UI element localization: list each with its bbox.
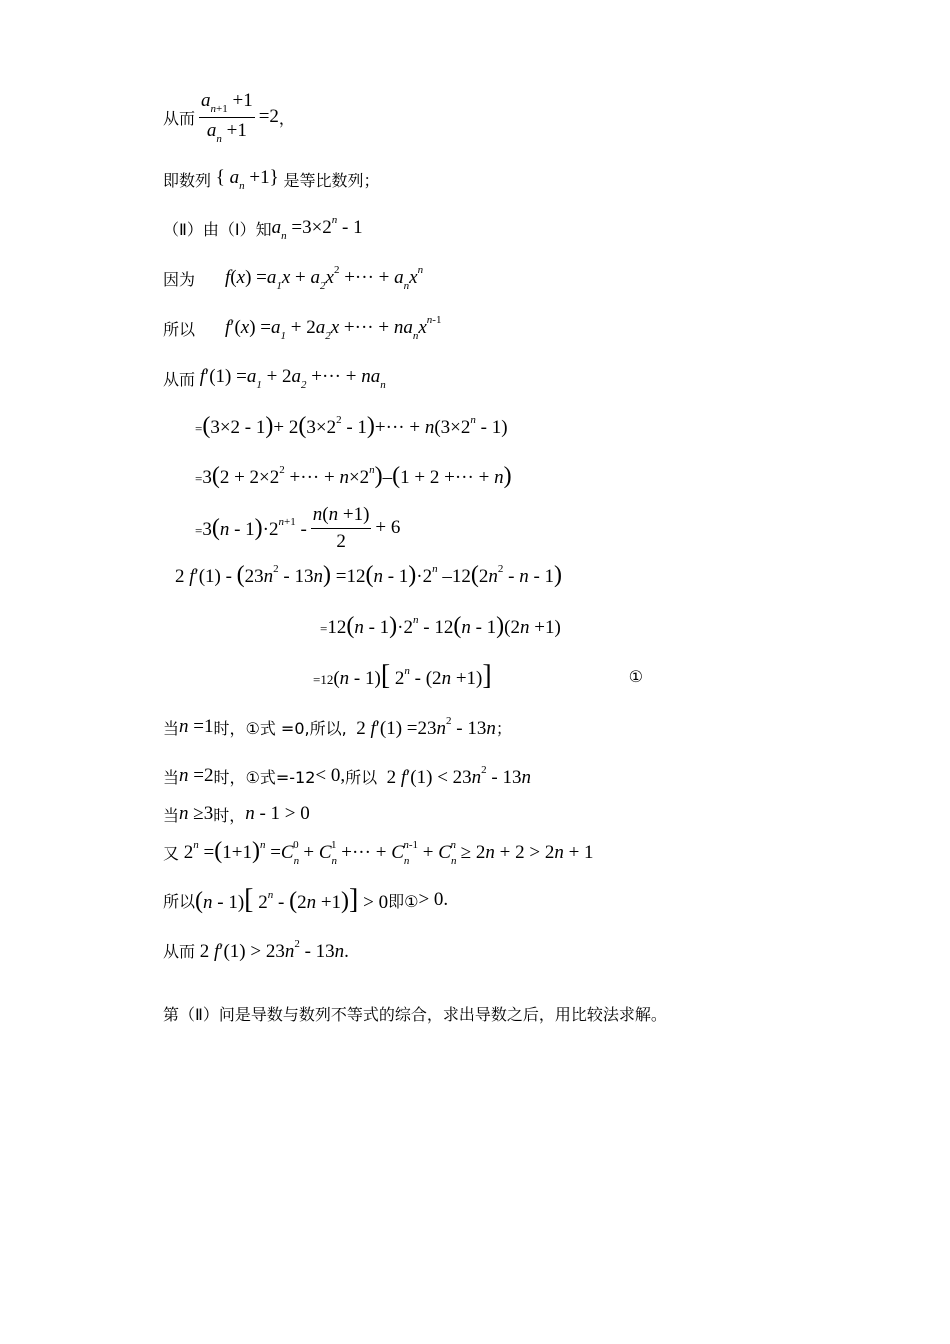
formula: $a_n =3\times 2^n - 1$: [271, 214, 363, 242]
fraction: $\frac{a_{n+1} +1}{a_n +1}$: [201, 89, 253, 145]
text: 从而: [163, 108, 196, 128]
line-f1: [163, 358, 386, 398]
line-f-def: [163, 258, 423, 298]
text: 时，①式=-12: [213, 767, 316, 787]
formula: (n - 1)[ 2$^n$ - (2n +1)] > 0: [195, 884, 389, 915]
formula: 2 $f'(1) =23n^2 - 13n$: [346, 714, 496, 739]
line-expansion-2: [195, 456, 512, 496]
text: 是等比数列；: [283, 170, 380, 190]
line-difference: [175, 555, 562, 595]
text: 时，①式 =0,: [213, 718, 310, 738]
formula: n =1: [179, 716, 214, 737]
text: 又: [163, 843, 180, 863]
line-note: [163, 993, 667, 1033]
line-conclusion-1: [163, 880, 448, 920]
formula: > 0.: [418, 889, 449, 910]
line-an-formula: [163, 208, 363, 248]
fraction: $\frac{n(n +1)}{2}$: [312, 503, 370, 552]
text: 从而: [163, 369, 196, 389]
formula: $=3(2 + 2\times 2^2$ +··· + $n\times 2^n)-(1 + 2$ +··· + n): [195, 462, 512, 489]
comment-text: 第（Ⅱ）问是导数与数列不等式的综合，求出导数之后，用比较法求解。: [163, 1004, 667, 1024]
formula: $=3(n - 1)\cdot 2^{n+1}$ -: [195, 514, 307, 541]
text: 所以,: [309, 718, 347, 738]
formula: $f'(1) =a_1 + 2a_2$ +··· + $na_n$: [199, 365, 386, 391]
line-difference-3: [313, 656, 643, 696]
formula: $=12(n - 1)\cdot 2^n - 12(n - 1)(2n +1)$: [320, 612, 561, 639]
text: 所以: [163, 891, 196, 911]
line-expansion-1: [195, 406, 508, 446]
text: ，: [278, 108, 295, 128]
formula: 2 $f'(1) - (23n^2 - 13n) =12(n - 1)\cdot 2^n$ $-12(2n^2$ - n - 1): [175, 561, 563, 588]
formula: n ≥3: [179, 803, 214, 824]
text: 即数列: [163, 170, 212, 190]
line-case-n1: [163, 707, 512, 747]
formula: $2^n =(1+1)^n =C_n^0 + C_n^1$ +··· + $C_n^{n-1} + C_n^n \ge 2n + 2 > 2n + 1$: [179, 837, 594, 867]
formula: < 0,: [315, 765, 346, 786]
line-case-n3: [163, 794, 310, 834]
formula: n - 1 > 0: [245, 803, 310, 824]
equation-marker: ①: [628, 666, 643, 686]
text: 因为: [163, 269, 196, 289]
formula: $f(x) =a_1x + a_2x^2$ +··· + $a_nx^n$: [225, 264, 424, 292]
line-geometric: [163, 159, 380, 199]
formula: n =2: [179, 765, 214, 786]
text: 所以: [345, 767, 378, 787]
formula: + 6: [375, 517, 401, 538]
text: （Ⅱ）由（Ⅰ）知: [163, 219, 272, 239]
formula: =12(n - 1)[ 2$^n$ - (2n +1)]: [313, 660, 492, 691]
line-binomial: [163, 832, 594, 872]
formula: 2 $f'(1) > 23n^2 - 13n$.: [195, 937, 349, 962]
text: 时，: [213, 805, 246, 825]
text: 即①: [388, 891, 419, 911]
text: 当: [163, 767, 180, 787]
line-difference-2: [320, 606, 561, 646]
formula: $=(3\times 2 - 1)+ 2(3\times 2^2 - 1)+\cdot\cdot\cdot + n(3\times 2^n - 1)$: [195, 412, 508, 439]
formula: =2: [258, 106, 279, 127]
text: 所以: [163, 319, 196, 339]
text: 当: [163, 718, 180, 738]
line-conclusion-2: [163, 930, 349, 970]
line-f-derivative: [163, 308, 441, 348]
text: 从而: [163, 941, 196, 961]
formula: 2 $f'(1) < 23n^2 - 13n$: [377, 763, 531, 788]
formula: $f'(x) =a_1 + 2a_2x$ +··· + $na_nx^{n-1}$: [225, 314, 442, 342]
text: 当: [163, 805, 180, 825]
line-ratio: [163, 89, 295, 145]
line-case-n2: [163, 756, 531, 796]
line-closed-form: [195, 503, 400, 553]
formula: { $a_n +1$}: [211, 166, 284, 192]
text: ；: [495, 718, 512, 738]
